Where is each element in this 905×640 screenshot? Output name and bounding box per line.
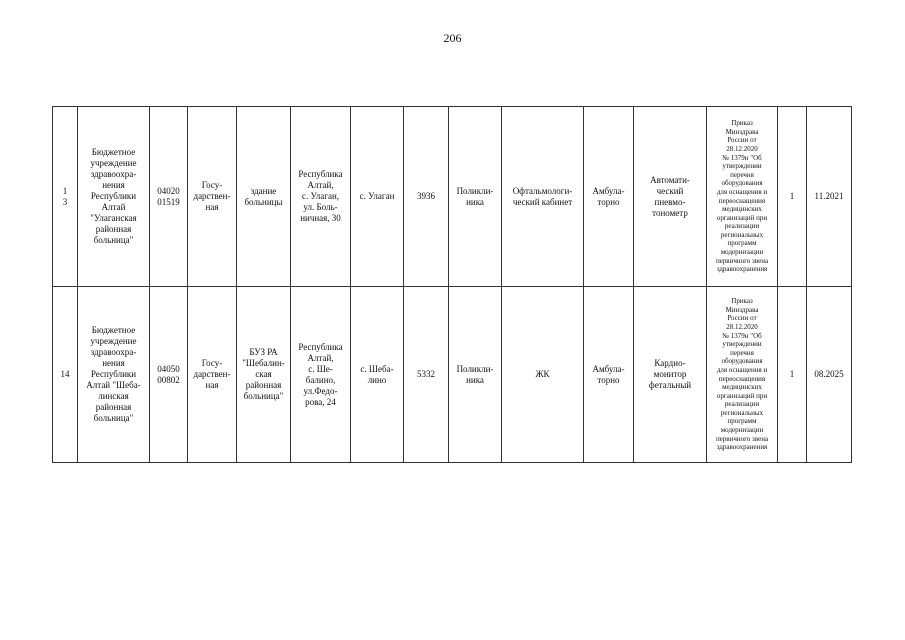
page-number: 206 xyxy=(443,31,462,45)
cell-ownership: Госу- дарствен- ная xyxy=(188,287,237,463)
cell-equipment: Автомати- ческий пневмо- тонометр xyxy=(634,107,707,287)
cell-order: Приказ Минздрава России от 28.12.2020 № 1379н "Об утверждении перечня оборудования для оснащения и переоснащения медицинских организаций при реализации региональных программ модернизации первичного звена здравоохранения xyxy=(707,107,778,287)
cell-building: здание больницы xyxy=(237,107,291,287)
cell-quantity: 1 xyxy=(778,287,807,463)
cell-code: 04020 01519 xyxy=(150,107,188,287)
cell-building: БУЗ РА "Шебалин- ская районная больница" xyxy=(237,287,291,463)
cell-department: ЖК xyxy=(502,287,584,463)
cell-equipment: Кардио- монитор фетальный xyxy=(634,287,707,463)
cell-institution: Бюджетное учреждение здравоохра- нения Республики Алтай "Шеба- линская районная больница" xyxy=(78,287,150,463)
table-row xyxy=(53,107,852,287)
equipment-table xyxy=(52,106,852,463)
cell-care-type: Амбула- торно xyxy=(584,107,634,287)
cell-care-type: Амбула- торно xyxy=(584,287,634,463)
cell-department: Офтальмологи- ческий кабинет xyxy=(502,107,584,287)
cell-population: 3936 xyxy=(404,107,449,287)
cell-date: 11.2021 xyxy=(807,107,852,287)
cell-code: 04050 00802 xyxy=(150,287,188,463)
cell-date: 08.2025 xyxy=(807,287,852,463)
cell-facility-type: Поликли- ника xyxy=(449,107,502,287)
cell-ownership: Госу- дарствен- ная xyxy=(188,107,237,287)
cell-facility-type: Поликли- ника xyxy=(449,287,502,463)
cell-settlement: с. Улаган xyxy=(351,107,404,287)
cell-index: 14 xyxy=(53,287,78,463)
cell-settlement: с. Шеба- лино xyxy=(351,287,404,463)
cell-order: Приказ Минздрава России от 28.12.2020 № 1379н "Об утверждении перечня оборудования для оснащения и переоснащения медицинских организаций при реализации региональных программ модернизации первичного звена здравоохранения xyxy=(707,287,778,463)
cell-population: 5332 xyxy=(404,287,449,463)
cell-address: Республика Алтай, с. Ше- балино, ул.Федо- рова, 24 xyxy=(291,287,351,463)
cell-quantity: 1 xyxy=(778,107,807,287)
table-row xyxy=(53,287,852,463)
cell-institution: Бюджетное учреждение здравоохра- нения Республики Алтай "Улаганская районная больница" xyxy=(78,107,150,287)
cell-address: Республика Алтай, с. Улаган, ул. Боль- ничная, 30 xyxy=(291,107,351,287)
cell-index: 1 3 xyxy=(53,107,78,287)
